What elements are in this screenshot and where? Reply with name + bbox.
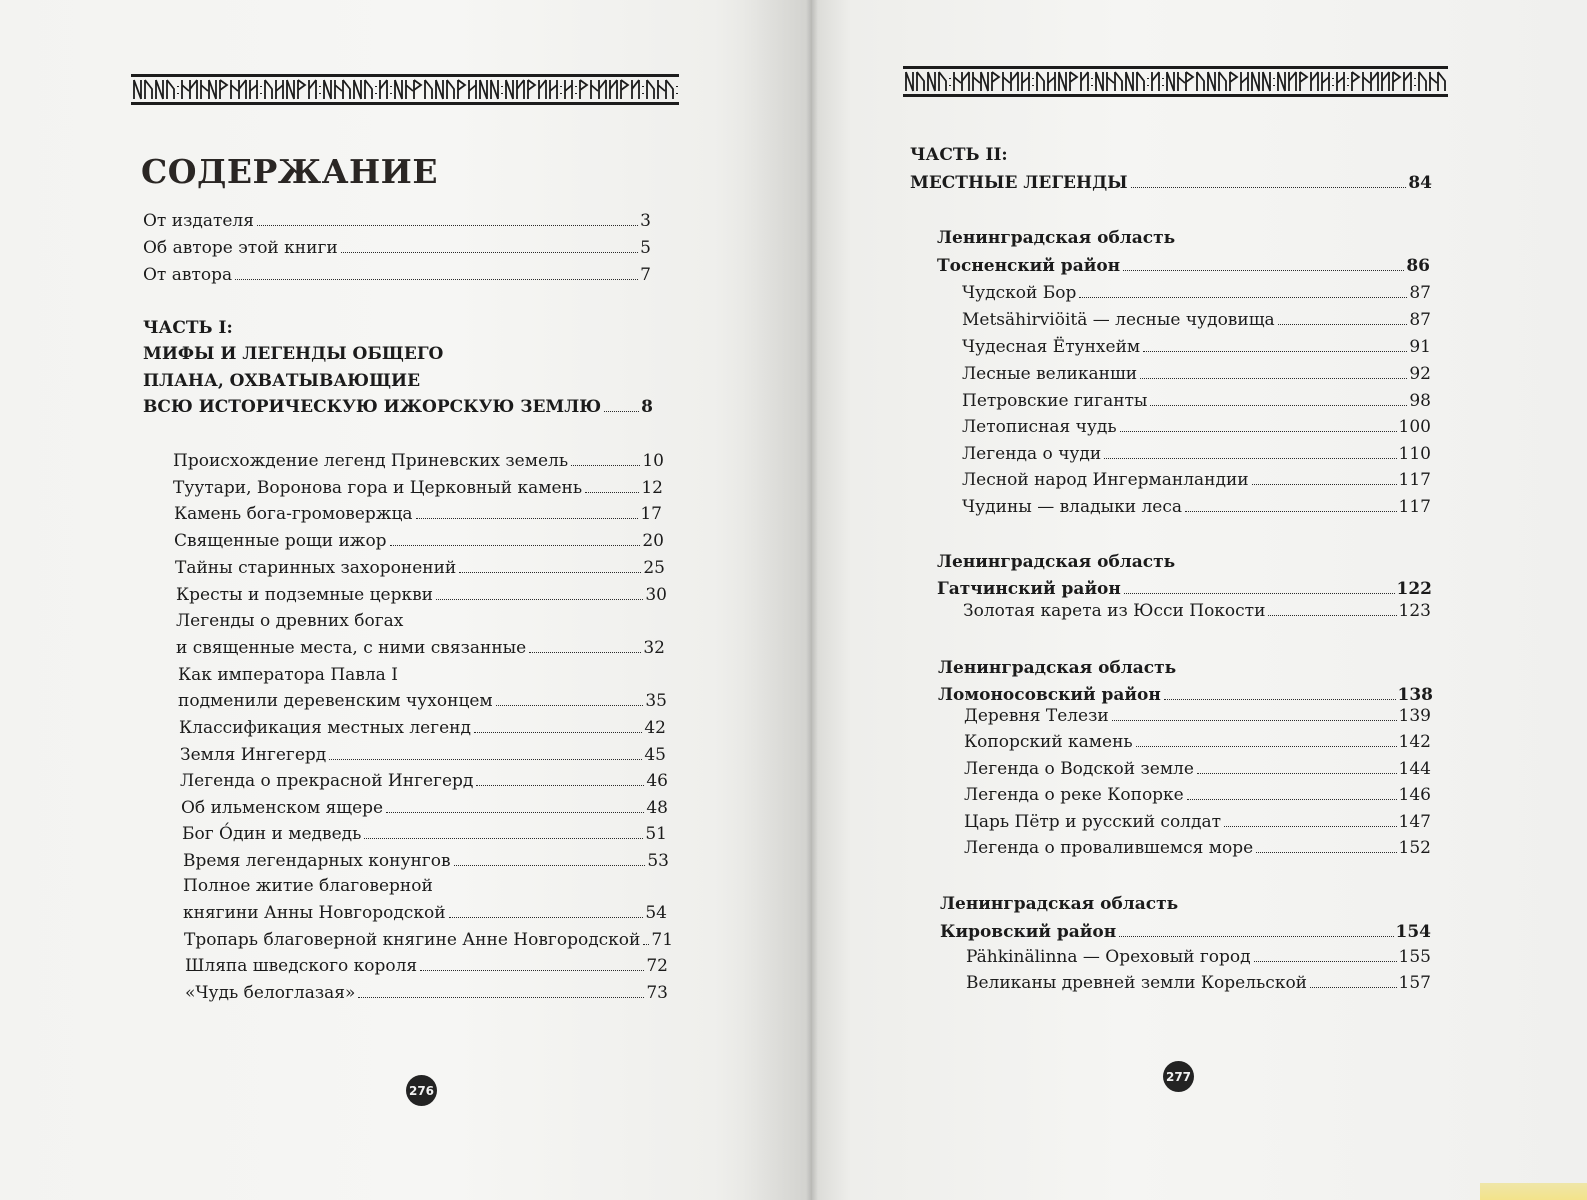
dot-leader bbox=[436, 598, 643, 600]
toc-entry[interactable] bbox=[964, 705, 1431, 727]
toc-entry[interactable] bbox=[962, 469, 1431, 491]
toc-entry-title: Тропарь благоверной княгине Анне Новгородской bbox=[184, 930, 641, 950]
toc-page-number: 10 bbox=[642, 451, 664, 471]
toc-entry-title: Туутари, Воронова гора и Церковный камень bbox=[173, 478, 583, 498]
dot-leader bbox=[1079, 296, 1407, 298]
toc-entry[interactable] bbox=[962, 363, 1431, 385]
dot-leader bbox=[1140, 377, 1407, 379]
dot-leader bbox=[1278, 323, 1408, 325]
toc-entry[interactable] bbox=[962, 443, 1431, 465]
toc-entry-title: Чудской Бор bbox=[962, 283, 1077, 303]
toc-entry[interactable] bbox=[179, 717, 666, 739]
toc-page-number: 91 bbox=[1409, 337, 1431, 357]
district-heading-entry[interactable] bbox=[938, 684, 1433, 706]
toc-page-number: 35 bbox=[645, 691, 667, 711]
book-gutter bbox=[806, 0, 818, 1200]
toc-entry[interactable] bbox=[966, 946, 1431, 968]
dot-leader bbox=[1112, 719, 1397, 721]
toc-entry[interactable] bbox=[962, 390, 1431, 412]
part-heading-line: МИФЫ И ЛЕГЕНДЫ ОБЩЕГО bbox=[143, 344, 444, 364]
toc-page-number: 123 bbox=[1398, 601, 1431, 621]
toc-entry-front-matter[interactable] bbox=[143, 237, 651, 259]
dot-leader bbox=[358, 996, 644, 998]
dot-leader bbox=[474, 731, 642, 733]
dot-leader bbox=[257, 224, 638, 226]
toc-entry[interactable] bbox=[173, 477, 663, 499]
runic-pattern bbox=[903, 69, 1448, 94]
toc-entry-title: Легенда о чуди bbox=[962, 444, 1102, 464]
toc-entry-title: «Чудь белоглазая» bbox=[185, 983, 356, 1003]
runic-running-header bbox=[131, 74, 679, 105]
toc-entry-title: Гатчинский район bbox=[937, 579, 1121, 599]
toc-entry-title: Об авторе этой книги bbox=[143, 238, 338, 258]
runic-pattern bbox=[131, 77, 679, 102]
toc-entry-front-matter[interactable] bbox=[143, 210, 651, 232]
toc-entry[interactable] bbox=[180, 770, 668, 792]
dot-leader bbox=[1252, 483, 1397, 485]
region-heading: Ленинградская область bbox=[940, 894, 1179, 914]
toc-entry-title: Тайны старинных захоронений bbox=[175, 558, 457, 578]
toc-page-number: 20 bbox=[642, 531, 664, 551]
dot-leader bbox=[341, 251, 638, 253]
toc-entry[interactable] bbox=[964, 731, 1431, 753]
toc-entry-first-line: Полное житие благоверной bbox=[183, 876, 433, 896]
dot-leader bbox=[496, 704, 644, 706]
toc-entry[interactable] bbox=[962, 309, 1431, 331]
toc-page-number: 98 bbox=[1409, 391, 1431, 411]
page-number-badge: 276 bbox=[406, 1075, 437, 1106]
dot-leader bbox=[1124, 592, 1395, 594]
dot-leader bbox=[449, 916, 644, 918]
district-heading-entry[interactable] bbox=[937, 578, 1432, 600]
toc-page-number: 5 bbox=[640, 238, 651, 258]
toc-entry-title: Петровские гиганты bbox=[962, 391, 1148, 411]
toc-entry-title: Легенда о реке Копорке bbox=[964, 785, 1184, 805]
toc-entry-title: Деревня Телези bbox=[964, 706, 1109, 726]
toc-entry[interactable] bbox=[964, 811, 1431, 833]
toc-entry-title: Копорский камень bbox=[964, 732, 1133, 752]
toc-page-number: 86 bbox=[1406, 256, 1430, 276]
toc-page-number: 53 bbox=[647, 851, 669, 871]
toc-entry[interactable] bbox=[184, 929, 674, 951]
toc-entry-title: Царь Пётр и русский солдат bbox=[964, 812, 1221, 832]
toc-entry-title: ВСЮ ИСТОРИЧЕСКУЮ ИЖОРСКУЮ ЗЕМЛЮ bbox=[143, 397, 602, 417]
page-number-badge: 277 bbox=[1163, 1061, 1194, 1092]
toc-entry-title: Об ильменском ящере bbox=[181, 798, 384, 818]
toc-entry-title: Классификация местных легенд bbox=[179, 718, 471, 738]
toc-entry[interactable] bbox=[962, 282, 1431, 304]
toc-page-number: 87 bbox=[1409, 310, 1431, 330]
toc-entry-title: Происхождение легенд Приневских земель bbox=[173, 451, 569, 471]
toc-entry-title: Время легендарных конунгов bbox=[183, 851, 451, 871]
toc-page-number: 117 bbox=[1398, 470, 1431, 490]
toc-page-number: 122 bbox=[1396, 579, 1432, 599]
dot-leader bbox=[420, 969, 644, 971]
toc-entry[interactable] bbox=[185, 955, 668, 977]
toc-page-number: 32 bbox=[643, 638, 665, 658]
dot-leader bbox=[1131, 186, 1407, 188]
toc-page-number: 157 bbox=[1398, 973, 1431, 993]
toc-entry-first-line: Легенды о древних богах bbox=[176, 611, 404, 631]
dot-leader bbox=[1164, 698, 1396, 700]
part-heading-line: ЧАСТЬ II: bbox=[910, 145, 1008, 165]
right-page bbox=[812, 0, 1587, 1200]
toc-entry[interactable] bbox=[962, 416, 1431, 438]
toc-page-number: 142 bbox=[1398, 732, 1431, 752]
toc-entry[interactable] bbox=[174, 530, 664, 552]
toc-page-number: 12 bbox=[641, 478, 663, 498]
toc-page-number: 72 bbox=[646, 956, 668, 976]
dot-leader bbox=[454, 864, 646, 866]
region-heading: Ленинградская область bbox=[937, 228, 1176, 248]
toc-entry-title: Священные рощи ижор bbox=[174, 531, 387, 551]
toc-page-number: 139 bbox=[1398, 706, 1431, 726]
toc-entry[interactable] bbox=[964, 837, 1431, 859]
toc-entry[interactable] bbox=[183, 850, 669, 872]
toc-entry[interactable] bbox=[181, 797, 668, 819]
toc-entry-title: Земля Ингегерд bbox=[180, 745, 327, 765]
toc-page-number: 155 bbox=[1398, 947, 1431, 967]
toc-page-number: 73 bbox=[646, 983, 668, 1003]
toc-page-number: 48 bbox=[646, 798, 668, 818]
dot-leader bbox=[476, 784, 644, 786]
toc-page-number: 152 bbox=[1398, 838, 1431, 858]
dot-leader bbox=[1150, 404, 1407, 406]
toc-entry[interactable] bbox=[175, 557, 665, 579]
toc-entry-title: Ломоносовский район bbox=[938, 685, 1161, 705]
toc-entry-title: Pähkinälinna — Ореховый город bbox=[966, 947, 1251, 967]
toc-entry-title: Великаны древней земли Корельской bbox=[966, 973, 1308, 993]
toc-entry[interactable] bbox=[966, 972, 1431, 994]
toc-entry[interactable] bbox=[183, 902, 667, 924]
toc-page-number: 71 bbox=[651, 930, 674, 950]
toc-page-number: 100 bbox=[1398, 417, 1431, 437]
dot-leader bbox=[1136, 745, 1397, 747]
toc-entry-title: и священные места, с ними связанные bbox=[176, 638, 527, 658]
toc-entry-front-matter[interactable] bbox=[143, 264, 651, 286]
toc-entry[interactable] bbox=[185, 982, 668, 1004]
toc-entry-title: Чудины — владыки леса bbox=[962, 497, 1182, 517]
dot-leader bbox=[235, 278, 638, 280]
dot-leader bbox=[643, 943, 649, 945]
toc-entry-title: Золотая карета из Юсси Покости bbox=[963, 601, 1266, 621]
toc-page-number: 110 bbox=[1398, 444, 1431, 464]
dot-leader bbox=[1185, 510, 1397, 512]
toc-entry-title: Кресты и подземные церкви bbox=[176, 585, 434, 605]
toc-entry[interactable] bbox=[174, 503, 662, 525]
toc-page-number: 45 bbox=[644, 745, 666, 765]
toc-entry[interactable] bbox=[964, 758, 1431, 780]
dot-leader bbox=[386, 811, 644, 813]
dot-leader bbox=[1119, 935, 1393, 937]
toc-entry-title: Легенда о провалившемся море bbox=[964, 838, 1254, 858]
running-title-text bbox=[903, 69, 904, 70]
toc-page-number: 138 bbox=[1397, 685, 1433, 705]
toc-entry-title: От издателя bbox=[143, 211, 254, 231]
toc-page-number: 3 bbox=[640, 211, 651, 231]
toc-page-number: 154 bbox=[1395, 922, 1431, 942]
dot-leader bbox=[1310, 986, 1397, 988]
dot-leader bbox=[459, 571, 641, 573]
toc-entry[interactable] bbox=[176, 637, 665, 659]
toc-entry[interactable] bbox=[180, 744, 666, 766]
toc-entry-title: Metsähirviöitä — лесные чудовища bbox=[962, 310, 1275, 330]
toc-entry[interactable] bbox=[178, 690, 667, 712]
toc-entry-title: МЕСТНЫЕ ЛЕГЕНДЫ bbox=[910, 173, 1128, 193]
dot-leader bbox=[1256, 851, 1396, 853]
dot-leader bbox=[1104, 457, 1396, 459]
toc-entry-title: Чудесная Ётунхейм bbox=[962, 337, 1141, 357]
dot-leader bbox=[1120, 430, 1397, 432]
part-heading-line: ЧАСТЬ I: bbox=[143, 318, 233, 338]
dot-leader bbox=[329, 758, 642, 760]
dot-leader bbox=[1123, 269, 1404, 271]
toc-page-number: 8 bbox=[641, 397, 653, 417]
region-heading: Ленинградская область bbox=[937, 552, 1176, 572]
dot-leader bbox=[1224, 825, 1397, 827]
toc-entry-title: Легенда о Водской земле bbox=[964, 759, 1194, 779]
toc-entry-title: Тосненский район bbox=[937, 256, 1121, 276]
dot-leader bbox=[364, 837, 643, 839]
dot-leader bbox=[1254, 960, 1397, 962]
toc-page-number: 92 bbox=[1409, 364, 1431, 384]
district-heading-entry[interactable] bbox=[940, 921, 1431, 943]
part-heading-line: ПЛАНА, ОХВАТЫВАЮЩИЕ bbox=[143, 371, 421, 391]
dot-leader bbox=[1187, 798, 1397, 800]
dot-leader bbox=[585, 491, 639, 493]
toc-entry-title: Шляпа шведского короля bbox=[185, 956, 418, 976]
toc-entry-title: От автора bbox=[143, 265, 233, 285]
toc-entry-title: Бог О́дин и медведь bbox=[182, 824, 362, 844]
toc-entry-first-line: Как императора Павла I bbox=[178, 665, 398, 685]
toc-entry[interactable] bbox=[182, 823, 667, 845]
dot-leader bbox=[1268, 614, 1396, 616]
toc-page-number: 84 bbox=[1408, 173, 1432, 193]
dot-leader bbox=[1197, 772, 1397, 774]
toc-page-number: 117 bbox=[1398, 497, 1431, 517]
toc-page-number: 7 bbox=[640, 265, 651, 285]
dot-leader bbox=[416, 517, 639, 519]
toc-entry[interactable] bbox=[176, 584, 667, 606]
toc-page-number: 17 bbox=[640, 504, 662, 524]
runic-running-header bbox=[903, 66, 1448, 97]
toc-entry-title: Камень бога-громовержца bbox=[174, 504, 413, 524]
dot-leader bbox=[1143, 350, 1407, 352]
toc-page-number: 30 bbox=[645, 585, 667, 605]
toc-entry[interactable] bbox=[963, 600, 1431, 622]
dot-leader bbox=[571, 464, 640, 466]
running-title-text bbox=[131, 77, 132, 78]
toc-entry-title: Лесной народ Ингерманландии bbox=[962, 470, 1249, 490]
toc-entry[interactable] bbox=[962, 496, 1431, 518]
toc-entry-title: подменили деревенским чухонцем bbox=[178, 691, 493, 711]
toc-entry-title: Кировский район bbox=[940, 922, 1117, 942]
toc-page-number: 42 bbox=[644, 718, 666, 738]
dot-leader bbox=[529, 651, 641, 653]
toc-page-number: 25 bbox=[643, 558, 665, 578]
district-heading-entry[interactable] bbox=[937, 255, 1430, 277]
toc-page-number: 147 bbox=[1398, 812, 1431, 832]
toc-entry[interactable] bbox=[962, 336, 1431, 358]
toc-page-number: 146 bbox=[1398, 785, 1431, 805]
toc-entry-title: Легенда о прекрасной Ингегерд bbox=[180, 771, 474, 791]
part-heading-entry[interactable] bbox=[910, 172, 1432, 194]
toc-page-number: 46 bbox=[646, 771, 668, 791]
toc-entry-title: Лесные великанши bbox=[962, 364, 1138, 384]
toc-page-number: 51 bbox=[645, 824, 667, 844]
toc-entry[interactable] bbox=[964, 784, 1431, 806]
part-heading-entry[interactable] bbox=[143, 396, 653, 418]
toc-page-number: 144 bbox=[1398, 759, 1431, 779]
background-strip bbox=[1480, 1183, 1587, 1200]
region-heading: Ленинградская область bbox=[938, 658, 1177, 678]
toc-entry-title: княгини Анны Новгородской bbox=[183, 903, 446, 923]
toc-entry[interactable] bbox=[173, 450, 664, 472]
dot-leader bbox=[604, 410, 639, 412]
toc-page-number: 87 bbox=[1409, 283, 1431, 303]
dot-leader bbox=[390, 544, 641, 546]
toc-entry-title: Летописная чудь bbox=[962, 417, 1117, 437]
toc-page-number: 54 bbox=[645, 903, 667, 923]
page-edge-shadow bbox=[742, 0, 812, 1200]
page-title: СОДЕРЖАНИЕ bbox=[141, 152, 439, 191]
